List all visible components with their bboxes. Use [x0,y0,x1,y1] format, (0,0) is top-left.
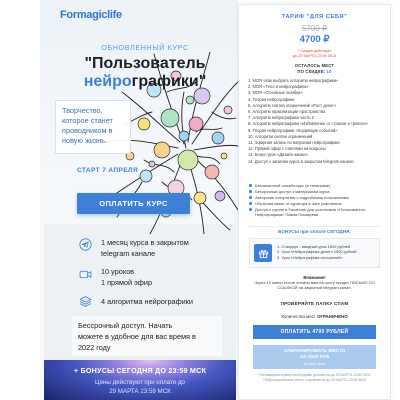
included-list [249,183,383,218]
seats-left-line [239,69,390,74]
title-line-1: "Пользователь [84,55,206,72]
telegram-icon [79,238,92,251]
limited-prefix: Количество мест [281,314,318,319]
title-accent: нейро [83,73,132,90]
gift-icon-glyph [258,248,269,259]
seats-left-prefix: ПО СКИДКЕ: [297,69,327,74]
program-item: 13. Бонус-урок «Дизайн жизни» [248,152,308,158]
feature-item-lessons [101,266,231,288]
banner-deadline-line-1: Цены действуют при оплате до [95,379,185,386]
included-text: Безлимитный онлайн-курс (в телеграме) [255,183,331,188]
feature-line: telegram канале [101,249,156,258]
included-text: Бессрочный доступ к материалам курса [255,188,330,194]
seats-left-count: 10 [326,69,332,74]
pay-course-button[interactable]: ОПЛАТИТЬ КУРС [77,193,190,214]
program-item: 5. Алгоритм снятия ограничений «Рост денег» [248,102,337,108]
start-date: СТАРТ 7 АПРЕЛЯ [77,167,139,174]
neuro-circle [149,161,155,167]
layers-icon [79,295,92,308]
reserve-line-1: ЗАБРОНИРОВАТЬ МЕСТО [283,349,346,354]
neuro-circle [194,192,206,204]
discount-note-1: * Скидка действует [297,49,332,53]
bonus-title: БОНУСЫ при оплате СЕГОДНЯ: [278,229,351,234]
neuro-circle [221,153,227,159]
tariff-title: ТАРИФ "ДЛЯ СЕБЯ" [281,14,348,20]
neuro-circle [179,131,189,141]
brand-logo[interactable]: Formagiclife [60,9,122,21]
current-price: 4700 ₽ [299,34,330,45]
feature-line: 10 уроков [101,267,135,276]
neuro-circle [140,170,152,182]
footnote: *Оставшуюся сумму необходимо доплатить до 29 МАРТА 23:59 МСК [258,373,371,377]
footnotes [249,373,380,383]
included-item [249,189,383,194]
tagline-box: Творчество, которое станет проводником в новую жизнь. [55,100,131,154]
old-price: 5700 ₽ [301,24,328,33]
program-list [248,78,384,165]
neuro-line [202,202,230,230]
program-item: 9. Теория нейрографики «Коррекция событий» [248,127,338,133]
included-item [249,195,383,200]
neuro-circle [224,106,232,114]
program-item: 14. Доступ к записям курса в закрытом telegram канале [248,158,354,164]
footnote: *Забронированное место сохраняется до 29 МАРТА 23:59 МСК [262,377,367,382]
neuro-circle [215,191,225,201]
discount-note-2: до 29 МАРТА 23:59 МСК [292,54,337,58]
neuro-line [212,112,236,119]
notice-title: Внимание! [303,275,326,280]
program-item: 3. МОЯ «Основные ошибки» [248,90,303,96]
access-note-box [72,316,222,356]
bonus-banner [44,360,236,400]
spam-note: ПРОВЕРЯЙТЕ ПАПКУ СПАМ [280,301,349,306]
bullet-icon [249,184,252,187]
included-item [249,183,383,188]
reserve-line-3: по этой цене [303,361,326,366]
feature-item-telegram [101,237,231,259]
program-item: 8. Алгоритм нейрографики «Избавление от страхов и тревоги» [248,121,368,127]
neuro-circle [205,165,219,179]
bullet-icon [249,208,252,211]
neuro-circle [186,96,194,104]
reserve-line-2: ЗА 1000 РУБ [299,355,330,360]
notice-text: Через 10 минут после оплаты вам на почту придет ПИСЬМО СО ССЫЛКОЙ на закрытый telegram канал. [254,280,375,291]
program-item: 2. МОЯ «Тело и нейрографика» [248,84,309,90]
feature-line: 1 прямой эфир [101,278,153,287]
page-title [55,55,235,91]
banner-deadline-line-2: 29 МАРТА 23:59 МСК [109,388,171,395]
neuro-circle [212,132,224,144]
title-rest: графики" [131,73,207,90]
neuro-circle [189,117,203,131]
program-item: 11. Эфирная запись по вопросам нейрографики [248,140,340,146]
bonus-item: 2. Урок «Нейрографика денег» 1500 рублей [277,249,357,255]
bonus-list [277,244,377,260]
pay-4700-button[interactable]: ОПЛАТИТЬ 4700 РУБЛЕЙ [253,325,376,339]
access-note: Бессрочный доступ. Начать можете в удобное для вас время в 2022 году [78,321,196,352]
limited-seats-note [239,314,390,319]
program-item: 4. Теория нейрографики [248,96,295,102]
title-line-2 [55,73,235,91]
program-item: 12. Прямой эфир с ответами на вопросы [248,146,326,152]
tariff-card [238,4,391,400]
included-item [249,207,383,218]
bullet-icon [249,190,252,193]
neuro-line [194,145,238,150]
included-item [249,201,383,206]
neuro-circle [178,150,198,170]
reserve-seat-button[interactable] [253,345,376,369]
feature-item-algorithms [101,296,231,307]
included-text: Авторские алгоритмы с подробными пояснениями [255,194,349,200]
included-text: Доступ к группе в Facebook для участников «Пользователи Нейрографики» Павла Пискарева [255,206,366,217]
program-item: 10. Алгоритм снятие ограничений [248,133,313,139]
bullet-icon [249,202,252,205]
neuro-circle [138,118,150,130]
program-item: 6. Алгоритм гармонизации пространства [248,109,326,115]
divider [249,226,380,227]
program-item: 1. МОЯ «Как выбрать алгоритм нейрографики» [248,78,339,83]
neuro-circle [161,109,179,127]
included-text: Обратная связь от куратора в чате участников [255,200,342,206]
seats-left-label: ОСТАЛОСЬ МЕСТ [294,63,335,68]
banner-title: + БОНУСЫ СЕГОДНЯ ДО 23:59 МСК [73,366,207,375]
bonus-item: 1. Стандарт - вводный урок 1500 рублей [277,244,351,249]
course-kicker: ОБНОВЛЕННЫЙ КУРС [101,43,189,52]
video-icon [79,268,92,281]
feature-line: 1 месяц курса в закрытом [101,238,189,247]
bonus-box [249,238,380,268]
limited-value: ОГРАНИЧЕНО [317,314,348,319]
bonus-item: 3. Урок «Нейрографика отношений» [277,254,343,260]
neuro-circle [154,142,170,158]
gift-icon [254,244,272,262]
feature-line: 4 алгоритма нейрографики [101,297,193,306]
bullet-icon [249,196,252,199]
program-item: 7. Алгоритм нейрографики часть 2 [248,115,314,121]
